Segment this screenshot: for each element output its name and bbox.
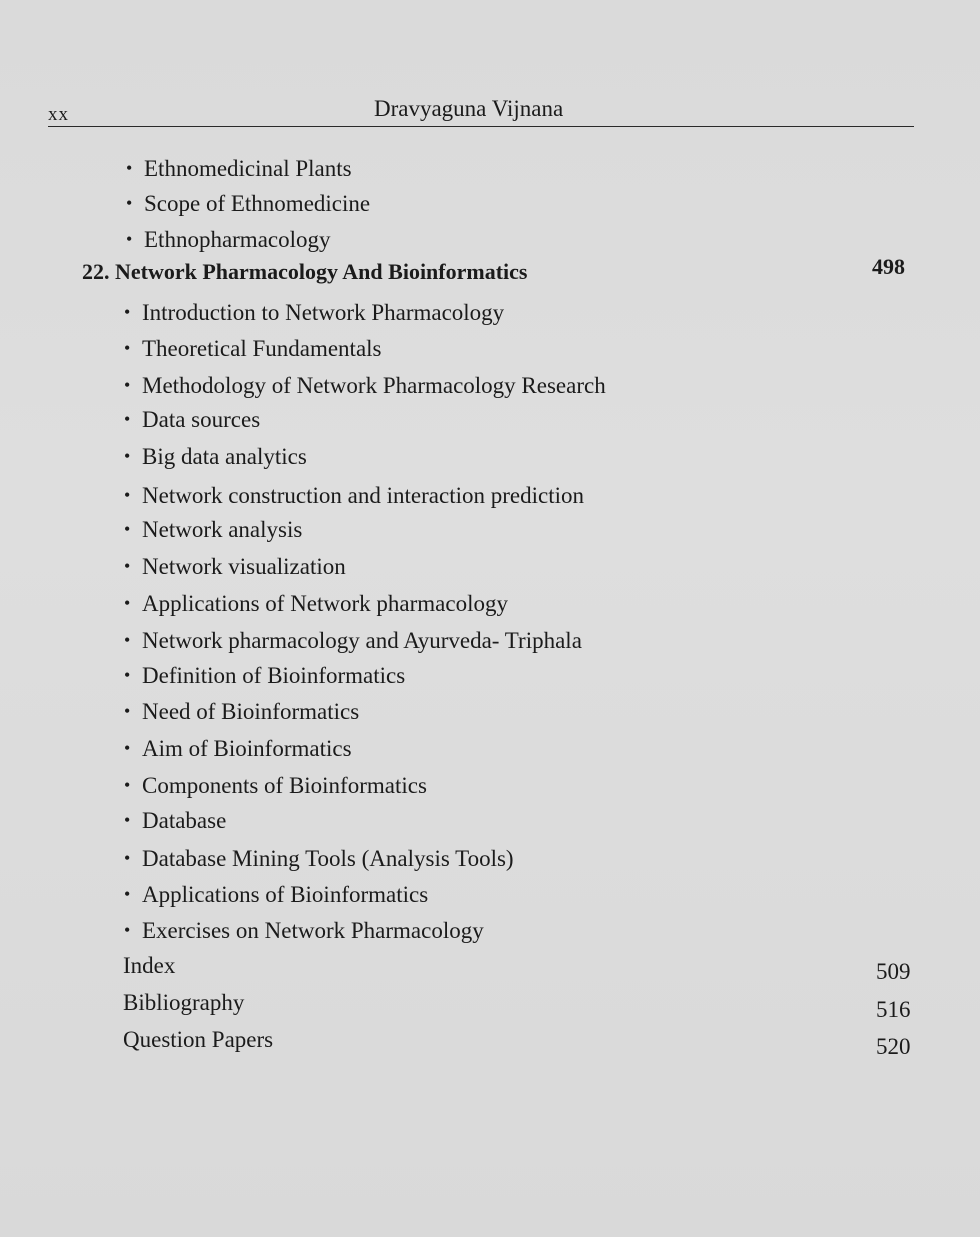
chapter-page-number: 498 <box>872 254 905 279</box>
toc-entry: • Network analysis <box>124 515 302 544</box>
toc-entry: • Database <box>124 806 226 835</box>
backmatter-question-papers-page: 520 <box>876 1034 911 1059</box>
toc-entry: • Database Mining Tools (Analysis Tools) <box>124 844 514 873</box>
toc-entry: • Network pharmacology and Ayurveda- Triphala <box>124 626 582 655</box>
toc-entry: • Big data analytics <box>124 442 307 471</box>
toc-entry: • Aim of Bioinformatics <box>124 734 352 763</box>
page-number: xx <box>48 104 69 125</box>
toc-entry: • Theoretical Fundamentals <box>124 334 382 363</box>
backmatter-index-label: Index <box>123 953 176 978</box>
toc-entry: • Network construction and interaction prediction <box>124 481 584 510</box>
toc-entry: • Definition of Bioinformatics <box>124 661 405 690</box>
backmatter-index-page: 509 <box>876 959 911 984</box>
toc-entry: • Applications of Network pharmacology <box>124 589 508 618</box>
toc-entry: • Network visualization <box>124 552 346 581</box>
book-title: Dravyaguna Vijnana <box>374 96 564 121</box>
toc-entry: • Data sources <box>124 405 260 434</box>
toc-entry: • Applications of Bioinformatics <box>124 880 428 909</box>
toc-entry: • Ethnomedicinal Plants <box>126 154 352 183</box>
backmatter-bibliography-label: Bibliography <box>123 990 245 1015</box>
toc-entry: • Need of Bioinformatics <box>124 697 359 726</box>
toc-entry: • Components of Bioinformatics <box>124 771 427 800</box>
toc-entry: • Exercises on Network Pharmacology <box>124 916 484 945</box>
chapter-heading <box>82 258 527 286</box>
chapter-title: Network Pharmacology And Bioinformatics <box>115 259 528 284</box>
toc-entry: • Introduction to Network Pharmacology <box>124 298 504 327</box>
backmatter-bibliography-page: 516 <box>876 997 911 1022</box>
chapter-number: 22. <box>82 259 110 284</box>
backmatter-question-papers-label: Question Papers <box>123 1027 274 1052</box>
toc-entry: • Ethnopharmacology <box>126 225 331 254</box>
toc-entry: • Methodology of Network Pharmacology Research <box>124 371 606 400</box>
toc-entry: • Scope of Ethnomedicine <box>126 189 370 218</box>
